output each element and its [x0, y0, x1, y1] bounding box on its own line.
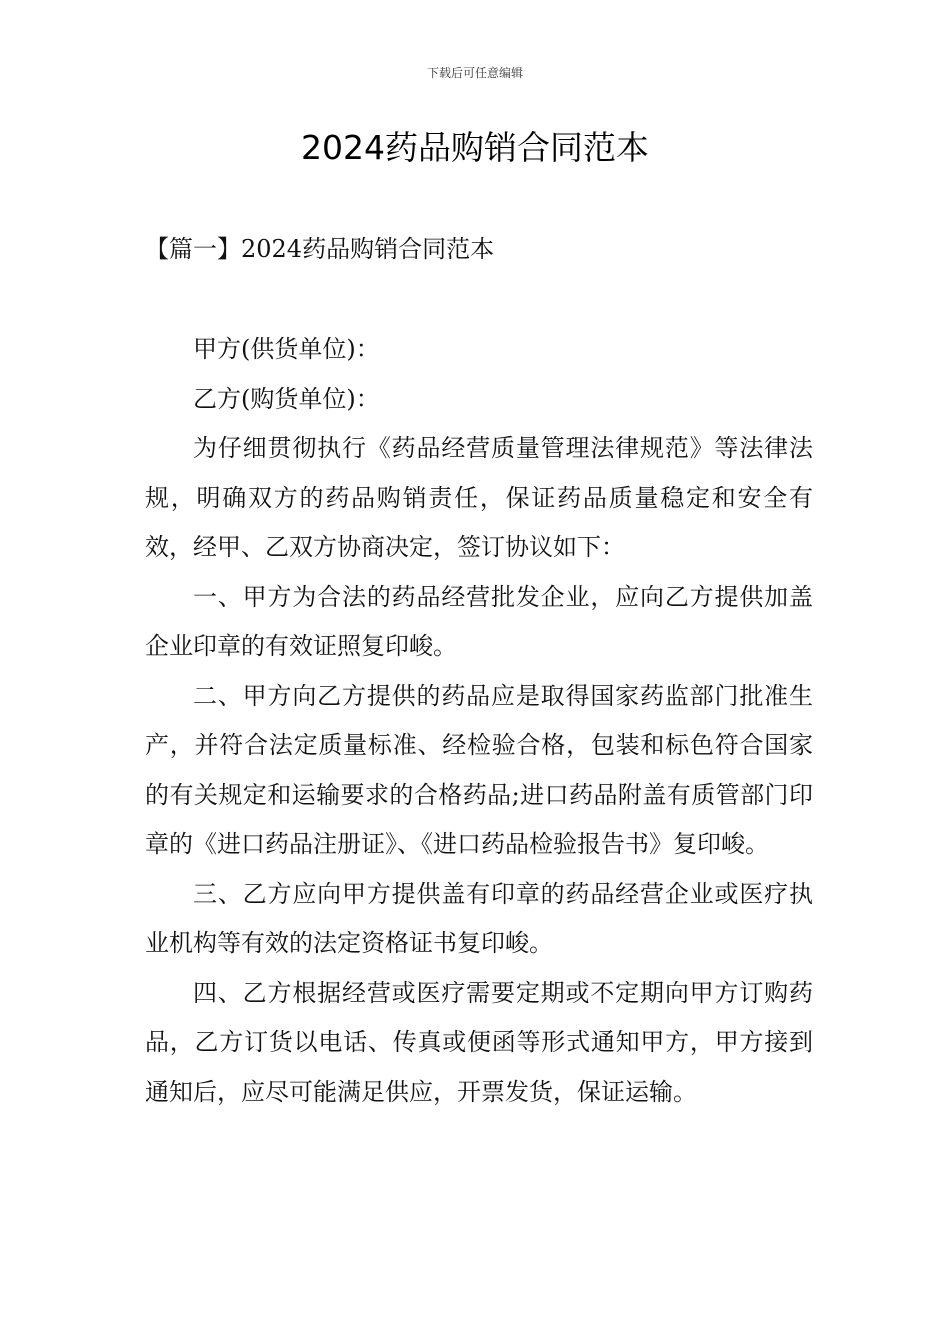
header-note: 下载后可任意编辑	[426, 66, 523, 80]
party-a-line: 甲方(供货单位)：	[193, 335, 380, 363]
clause-1: 一、甲方为合法的药品经营批发企业，应向乙方提供加盖企业印章的有效证照复印峻。	[145, 582, 813, 660]
section-heading: 【篇一】2024药品购销合同范本	[145, 235, 495, 263]
clause-2: 二、甲方向乙方提供的药品应是取得国家药监部门批准生产，并符合法定质量标准、经检验合格，包装和标色符合国家的有关规定和运输要求的合格药品;进口药品附盖有质管部门印章的《进口药品注册证》、《进口药品检验报告书》复印峻。	[145, 681, 813, 858]
clause-3: 三、乙方应向甲方提供盖有印章的药品经营企业或医疗执业机构等有效的法定资格证书复印峻。	[145, 879, 813, 957]
preamble-paragraph: 为仔细贯彻执行《药品经营质量管理法律规范》等法律法规，明确双方的药品购销责任，保证药品质量稳定和安全有效，经甲、乙双方协商决定，签订协议如下：	[145, 434, 813, 561]
contract-body	[145, 325, 813, 1117]
document-title: 2024药品购销合同范本	[301, 128, 649, 167]
party-b-line: 乙方(购货单位)：	[193, 384, 380, 413]
clause-4: 四、乙方根据经营或医疗需要定期或不定期向甲方订购药品，乙方订货以电话、传真或便函等形式通知甲方，甲方接到通知后，应尽可能满足供应，开票发货，保证运输。	[145, 978, 813, 1106]
